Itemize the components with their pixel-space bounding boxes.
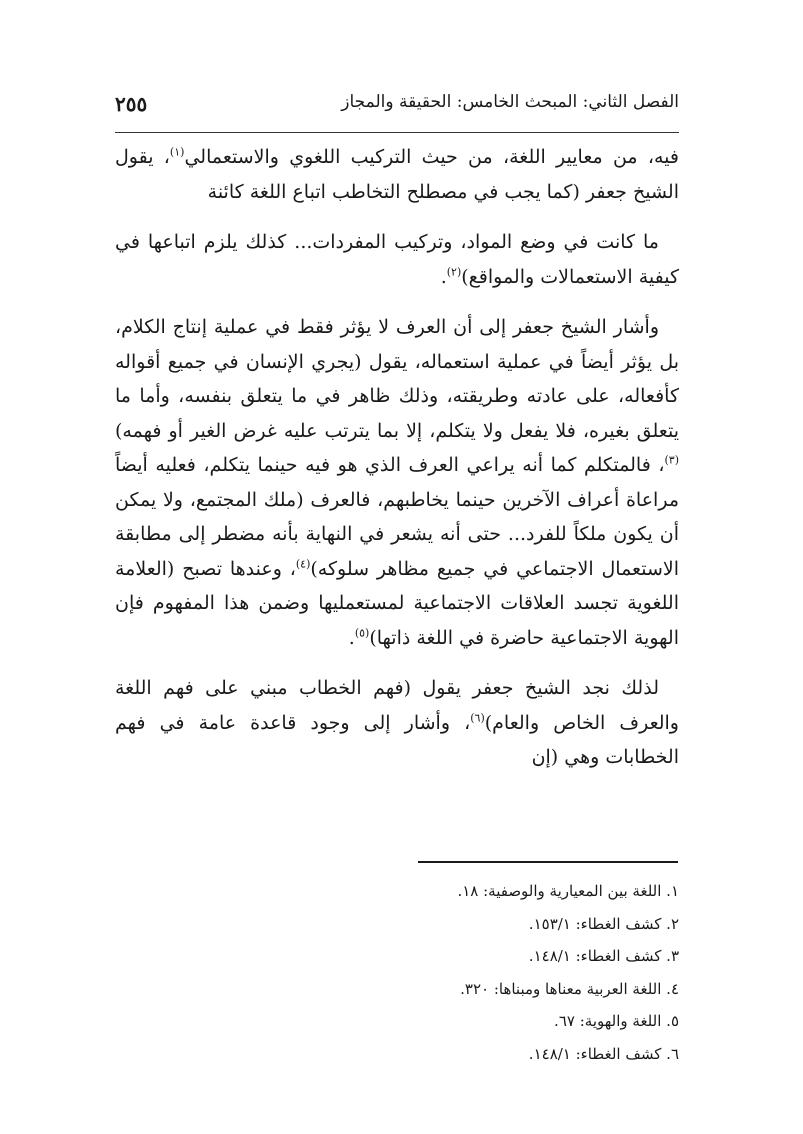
paragraph-text: ، فالمتكلم كما أنه يراعي العرف الذي هو فيه حينما يتكلم، فعليه أيضاً مراعاة أعراف الآخرين حينما يخاطبهم، فالعرف (ملك المجتمع، ولا يمكن أن يكون ملكاً للفرد... حتى أنه يشعر في النهاية بأنه مضطر إلى مطابقة الاستعمال الاجتماعي في جميع مظاهر سلوكه): [115, 454, 679, 580]
footnote-separator: [418, 861, 678, 863]
footnote-ref-1: (١): [169, 145, 185, 159]
paragraph-text: ، وعندها تصبح (العلامة اللغوية تجسد العلاقات الاجتماعية لمستعمليها وضمن هذا المفهوم فإن الهوية الاجتماعية حاضرة في اللغة ذاتها): [115, 557, 679, 649]
paragraph-text: لذلك نجد الشيخ جعفر يقول (فهم الخطاب مبني على فهم اللغة والعرف الخاص والعام): [115, 677, 679, 734]
footnotes: [115, 875, 679, 1070]
footnote-2: ٢. كشف الغطاء: ١٥٣/١.: [528, 914, 679, 933]
chapter-title: الفصل الثاني: المبحث الخامس: الحقيقة والمجاز: [341, 92, 679, 112]
paragraph: [115, 671, 679, 775]
header-divider: [115, 132, 679, 133]
paragraph-text: .: [348, 626, 355, 649]
footnote-ref-6: (٦): [470, 711, 485, 725]
main-text: [115, 140, 679, 775]
paragraph-text: فيه، من معايير اللغة، من حيث التركيب اللغوي والاستعمالي: [184, 146, 679, 168]
footnote-3: ٣. كشف الغطاء: ١٤٨/١.: [528, 947, 679, 965]
footnote-6: ٦. كشف الغطاء: ١٤٨/١.: [528, 1044, 679, 1063]
paragraph-text: .: [440, 265, 447, 288]
running-header: [115, 92, 679, 122]
paragraph: [115, 140, 679, 209]
paragraph: [115, 310, 679, 655]
footnote-ref-5: (٥): [354, 626, 370, 640]
footnote-ref-3: (٣): [664, 453, 679, 467]
page-number: ٢٥٥: [115, 92, 148, 116]
paragraph: [115, 225, 679, 294]
paragraph-text: وأشار الشيخ جعفر إلى أن العرف لا يؤثر فقط في عملية إنتاج الكلام، بل يؤثر أيضاً في عملية استعماله، يقول (يجري الإنسان في جميع أقواله كأفعاله، على عادته وطريقته، وذلك ظاهر في ما يتعلق بنفسه، وأما ما يتعلق بغيره، فلا يفعل ولا يتكلم، إلا بما يترتب عليه غرض الغير أو فهمه): [115, 316, 679, 442]
footnote-1: ١. اللغة بين المعيارية والوصفية: ١٨.: [457, 882, 679, 900]
footnote-5: ٥. اللغة والهوية: ٦٧.: [554, 1012, 679, 1030]
footnote-ref-4: (٤): [295, 557, 311, 571]
footnote-4: ٤. اللغة العربية معناها ومبناها: ٣٢٠.: [460, 979, 679, 998]
paragraph-text: ، وأشار إلى وجود قاعدة عامة في فهم الخطابات وهي (إن: [115, 711, 679, 768]
footnote-ref-2: (٢): [446, 265, 462, 279]
paragraph-text: ما كانت في وضع المواد، وتركيب المفردات... كذلك يلزم اتباعها في كيفية الاستعمالات والمواقع): [115, 231, 679, 288]
paragraph-text: ، يقول الشيخ جعفر (كما يجب في مصطلح التخاطب اتباع اللغة كائنة: [115, 146, 679, 203]
